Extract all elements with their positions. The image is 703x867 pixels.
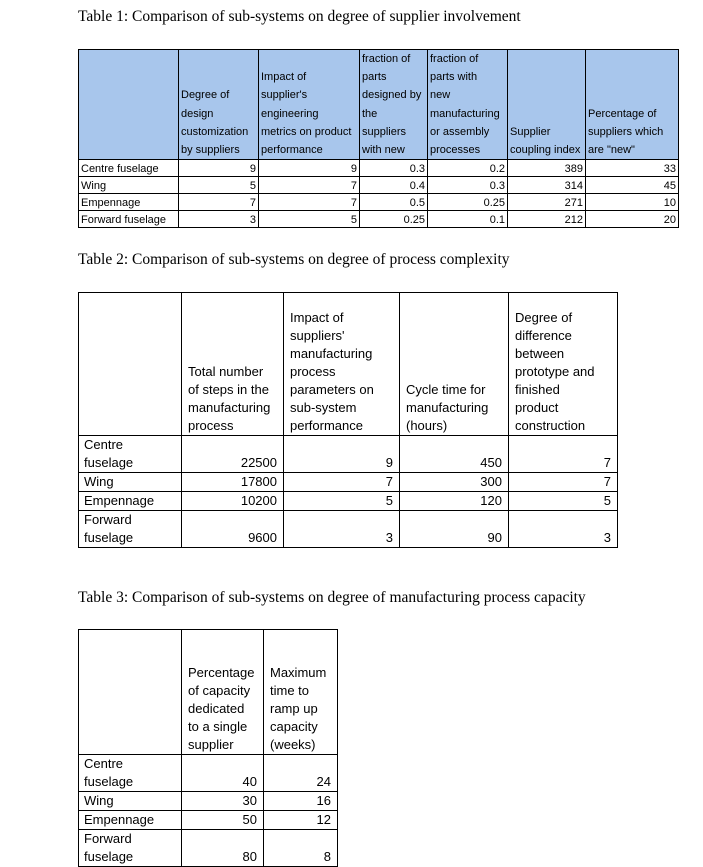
table1-header-cell: Percentage of suppliers which are "new" (586, 50, 679, 160)
table-cell: 212 (508, 211, 586, 228)
table1-caption: Table 1: Comparison of sub-systems on degree of supplier involvement (78, 8, 521, 25)
table-cell: 9 (179, 160, 259, 177)
table2-header-row (79, 293, 618, 436)
table3-caption: Table 3: Comparison of sub-systems on degree of manufacturing process capacity (78, 589, 586, 606)
table-cell: 0.3 (360, 160, 428, 177)
table-row (79, 160, 679, 177)
table-cell: 3 (509, 511, 618, 548)
table-cell: 45 (586, 177, 679, 194)
row-label: Empennage (79, 811, 182, 830)
table2-caption: Table 2: Comparison of sub-systems on degree of process complexity (78, 251, 510, 268)
table-row (79, 811, 338, 830)
table-cell: 0.1 (428, 211, 508, 228)
table1-header-cell: fraction of parts designed by the suppliers with new (360, 50, 428, 160)
table3-header-corner (79, 630, 182, 755)
table-cell: 0.5 (360, 194, 428, 211)
table-cell: 10200 (182, 492, 284, 511)
table1-header-cell: Degree of design customization by suppliers (179, 50, 259, 160)
table-cell: 9 (284, 436, 400, 473)
table2-header-cell: Total number of steps in the manufacturing process (182, 293, 284, 436)
table-cell: 5 (509, 492, 618, 511)
table1-header-cell: fraction of parts with new manufacturing or assembly processes (428, 50, 508, 160)
table-cell: 80 (182, 830, 264, 867)
table2-header-corner (79, 293, 182, 436)
table-cell: 24 (264, 755, 338, 792)
table-row (79, 511, 618, 548)
table3-header-cell: Maximum time to ramp up capacity (weeks) (264, 630, 338, 755)
table1-header-corner (79, 50, 179, 160)
table-cell: 0.3 (428, 177, 508, 194)
table-row (79, 492, 618, 511)
row-label: Centre fuselage (79, 755, 182, 792)
table2-header-cell: Impact of suppliers' manufacturing process parameters on sub-system performance (284, 293, 400, 436)
row-label: Centre fuselage (79, 436, 182, 473)
row-label: Centre fuselage (79, 160, 179, 177)
row-label: Wing (79, 792, 182, 811)
table-cell: 0.4 (360, 177, 428, 194)
table-row (79, 436, 618, 473)
table3-header-row (79, 630, 338, 755)
table1-header-row (79, 50, 679, 160)
table-row (79, 792, 338, 811)
table-cell: 5 (179, 177, 259, 194)
table2 (78, 292, 618, 548)
row-label: Empennage (79, 194, 179, 211)
row-label: Empennage (79, 492, 182, 511)
table-cell: 20 (586, 211, 679, 228)
table2-header-cell: Degree of difference between prototype and finished product construction (509, 293, 618, 436)
table-cell: 314 (508, 177, 586, 194)
table-cell: 10 (586, 194, 679, 211)
table-cell: 0.25 (360, 211, 428, 228)
table-cell: 120 (400, 492, 509, 511)
table-cell: 7 (259, 177, 360, 194)
table-cell: 389 (508, 160, 586, 177)
row-label: Wing (79, 177, 179, 194)
table2-header-cell: Cycle time for manufacturing (hours) (400, 293, 509, 436)
table-cell: 9600 (182, 511, 284, 548)
table1-header-cell: Impact of supplier's engineering metrics on product performance (259, 50, 360, 160)
table-cell: 300 (400, 473, 509, 492)
table-cell: 30 (182, 792, 264, 811)
table-cell: 9 (259, 160, 360, 177)
table-cell: 450 (400, 436, 509, 473)
table-cell: 7 (179, 194, 259, 211)
table-cell: 22500 (182, 436, 284, 473)
table-cell: 5 (259, 211, 360, 228)
table-cell: 40 (182, 755, 264, 792)
table-cell: 7 (284, 473, 400, 492)
row-label: Forward fuselage (79, 830, 182, 867)
table-cell: 3 (179, 211, 259, 228)
table-row (79, 211, 679, 228)
table3-header-cell: Percentage of capacity dedicated to a single supplier (182, 630, 264, 755)
table-cell: 271 (508, 194, 586, 211)
table-cell: 5 (284, 492, 400, 511)
table-cell: 7 (259, 194, 360, 211)
table-cell: 33 (586, 160, 679, 177)
table-cell: 0.2 (428, 160, 508, 177)
table-row (79, 194, 679, 211)
table-cell: 12 (264, 811, 338, 830)
table-cell: 8 (264, 830, 338, 867)
table1 (78, 49, 679, 228)
row-label: Wing (79, 473, 182, 492)
table-cell: 17800 (182, 473, 284, 492)
table-cell: 7 (509, 473, 618, 492)
row-label: Forward fuselage (79, 211, 179, 228)
table-cell: 90 (400, 511, 509, 548)
table3 (78, 629, 338, 867)
table-cell: 7 (509, 436, 618, 473)
table-row (79, 755, 338, 792)
table-cell: 3 (284, 511, 400, 548)
table-cell: 16 (264, 792, 338, 811)
row-label: Forward fuselage (79, 511, 182, 548)
table-row (79, 177, 679, 194)
table-cell: 0.25 (428, 194, 508, 211)
table-row (79, 473, 618, 492)
table1-header-cell: Supplier coupling index (508, 50, 586, 160)
table-row (79, 830, 338, 867)
table-cell: 50 (182, 811, 264, 830)
